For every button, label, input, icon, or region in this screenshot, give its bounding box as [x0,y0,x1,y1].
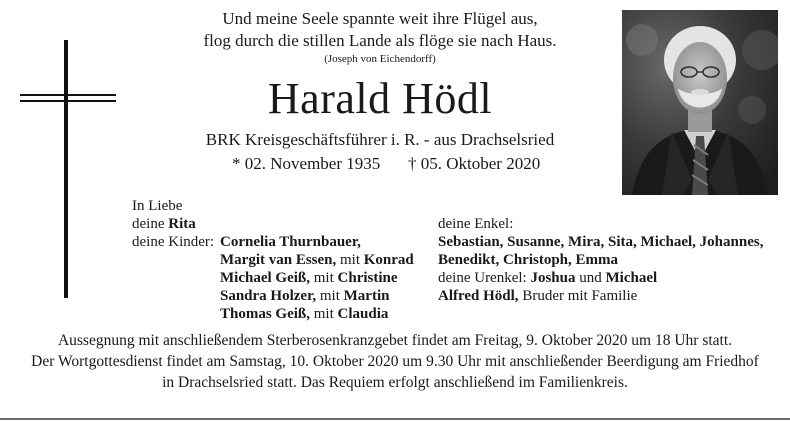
und-word: und [579,270,602,286]
child-partner: Claudia [337,306,389,322]
service-info [0,330,790,393]
in-liebe-label: In Liebe [132,198,183,214]
children-list [220,233,414,323]
list-item [220,251,414,269]
brother-name: Alfred Hödl, [438,288,519,304]
child-name: Margit van Essen, [220,252,337,268]
grandchildren-block [438,215,763,305]
deceased-name: Harald Hödl [267,74,493,123]
brother-suffix: Bruder mit Familie [522,288,638,304]
child-name: Thomas Geiß, [220,306,311,322]
portrait-photo [622,10,778,195]
portrait-photo-graphic [622,10,778,195]
great-grandchild-1: Joshua [530,270,576,286]
wife-name: Rita [168,216,196,232]
brother-line [438,287,763,305]
great-grandchild-2: Michael [605,270,658,286]
child-name: Michael Geiß, [220,270,310,286]
great-grandchildren-prefix: deine Urenkel: [438,270,527,286]
service-line-1: Aussegnung mit anschließendem Sterberosenkranzgebet findet am Freitag, 9. Oktober 2020 um 18 Uhr statt. [57,332,733,349]
mit-word: mit [319,288,340,304]
great-grandchildren-line [438,269,763,287]
grandchildren-line-1: Sebastian, Susanne, Mira, Sita, Michael, Johannes, [438,234,764,250]
list-item [220,287,414,305]
poem [150,8,610,52]
child-name: Sandra Holzer, [220,288,317,304]
deceased-role: BRK Kreisgeschäftsführer i. R. - aus Drachselsried [205,130,555,149]
grandchildren-prefix: deine Enkel: [438,216,514,232]
wife-prefix: deine [132,216,165,232]
birth-date: * 02. November 1935 [232,154,381,173]
mit-word: mit [313,306,334,322]
wife-line [132,215,196,233]
death-date: † 05. Oktober 2020 [408,154,541,173]
child-partner: Konrad [363,252,414,268]
cross-horizontal-bar-second [20,100,116,102]
poem-line-1: Und meine Seele spannte weit ihre Flügel aus, [222,9,538,28]
child-partner: Christine [337,270,398,286]
list-item [220,233,414,251]
poem-line-2: flog durch die stillen Lande als flöge sie nach Haus. [203,31,557,50]
child-partner: Martin [343,288,390,304]
poem-source: (Joseph von Eichendorff) [324,53,436,65]
child-name: Cornelia Thurnbauer, [220,234,361,250]
mit-word: mit [313,270,334,286]
service-line-2: Der Wortgottesdienst findet am Samstag, 10. Oktober 2020 um 9.30 Uhr mit anschließender Beerdigung am Friedhof [31,353,759,370]
service-line-3: in Drachselsried statt. Das Requiem erfolgt anschließend im Familienkreis. [162,374,628,391]
cross-horizontal-bar [20,94,116,96]
cross-vertical-bar [64,40,68,298]
children-prefix: deine Kinder: [132,234,215,250]
mit-word: mit [340,252,361,268]
list-item [220,305,414,323]
bottom-divider [0,418,790,420]
grandchildren-line-2: Benedikt, Christoph, Emma [438,252,619,268]
list-item [220,269,414,287]
